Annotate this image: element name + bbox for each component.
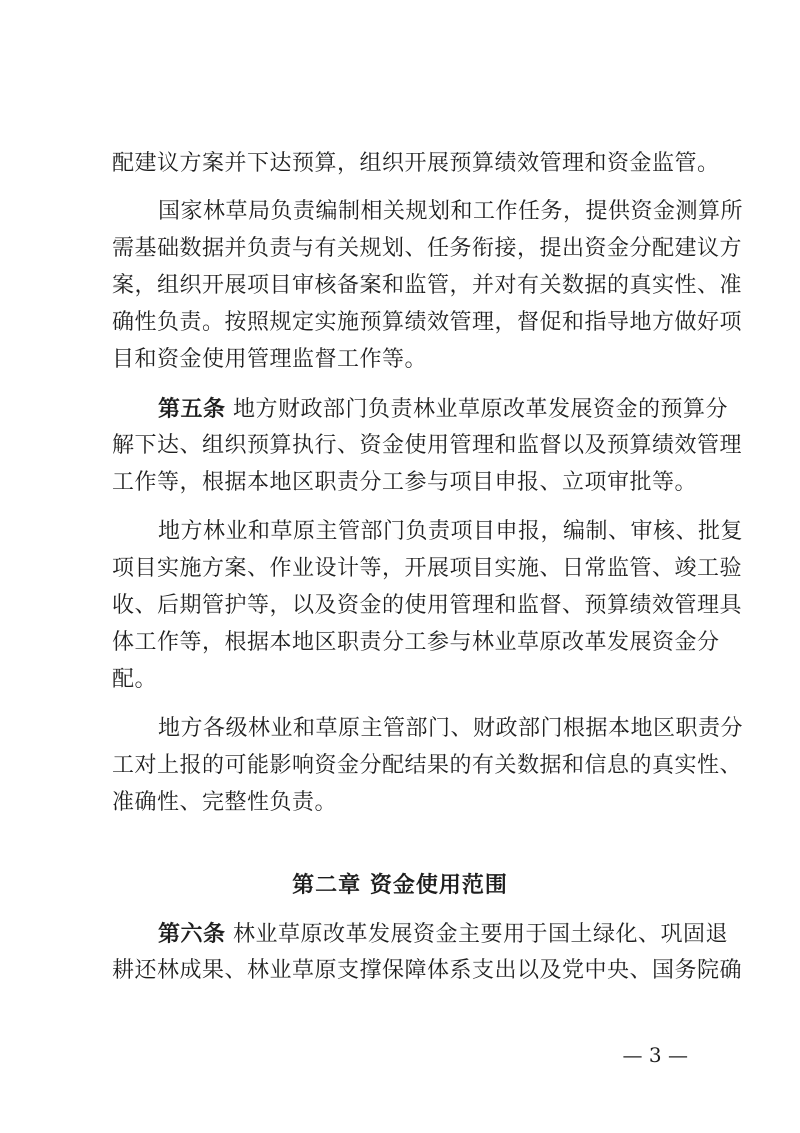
paragraph-line: 耕还林成果、林业草原支撑保障体系支出以及党中央、国务院确 [112, 958, 743, 983]
paragraph-line: 体工作等，根据本地区职责分工参与林业草原改革发展资金分 [112, 630, 720, 655]
paragraph-text [226, 397, 234, 422]
paragraph-text [226, 922, 234, 947]
paragraph-line: 国家林草局负责编制相关规划和工作任务，提供资金测算所 [158, 199, 744, 224]
paragraph-line: 收、后期管护等，以及资金的使用管理和监督、预算绩效管理具 [112, 593, 743, 618]
paragraph-line: 解下达、组织预算执行、资金使用管理和监督以及预算绩效管理 [112, 433, 743, 458]
paragraph-line: 工作等，根据本地区职责分工参与项目申报、立项审批等。 [112, 470, 698, 495]
paragraph-line: 地方各级林业和草原主管部门、财政部门根据本地区职责分 [158, 716, 744, 741]
paragraph-line: 准确性、完整性负责。 [112, 790, 338, 815]
chapter-heading: 第二章 资金使用范围 [292, 873, 508, 898]
paragraph-text: 地方财政部门负责林业草原改革发展资金的预算分 [233, 397, 729, 422]
article-five-first-line [158, 389, 729, 429]
paragraph-line: 案，组织开展项目审核备案和监管，并对有关数据的真实性、准 [112, 273, 743, 298]
paragraph-line: 项目实施方案、作业设计等，开展项目实施、日常监管、竣工验 [112, 556, 743, 581]
paragraph-line: 目和资金使用管理监督工作等。 [112, 347, 428, 372]
paragraph-line: 需基础数据并负责与有关规划、任务衔接，提出资金分配建议方 [112, 236, 743, 261]
article-six-first-line [158, 914, 729, 954]
paragraph-line: 工对上报的可能影响资金分配结果的有关数据和信息的真实性、 [112, 753, 743, 778]
page-number: — 3 — [622, 1043, 688, 1067]
paragraph-line: 配建议方案并下达预算，组织开展预算绩效管理和资金监管。 [112, 151, 720, 176]
paragraph-text: 林业草原改革发展资金主要用于国土绿化、巩固退 [233, 922, 729, 947]
paragraph-line: 确性负责。按照规定实施预算绩效管理，督促和指导地方做好项 [112, 310, 743, 335]
paragraph-line: 地方林业和草原主管部门负责项目申报，编制、审核、批复 [158, 519, 744, 544]
article-label: 第六条 [158, 921, 226, 947]
article-label: 第五条 [158, 396, 226, 422]
paragraph-line: 配。 [112, 667, 158, 692]
